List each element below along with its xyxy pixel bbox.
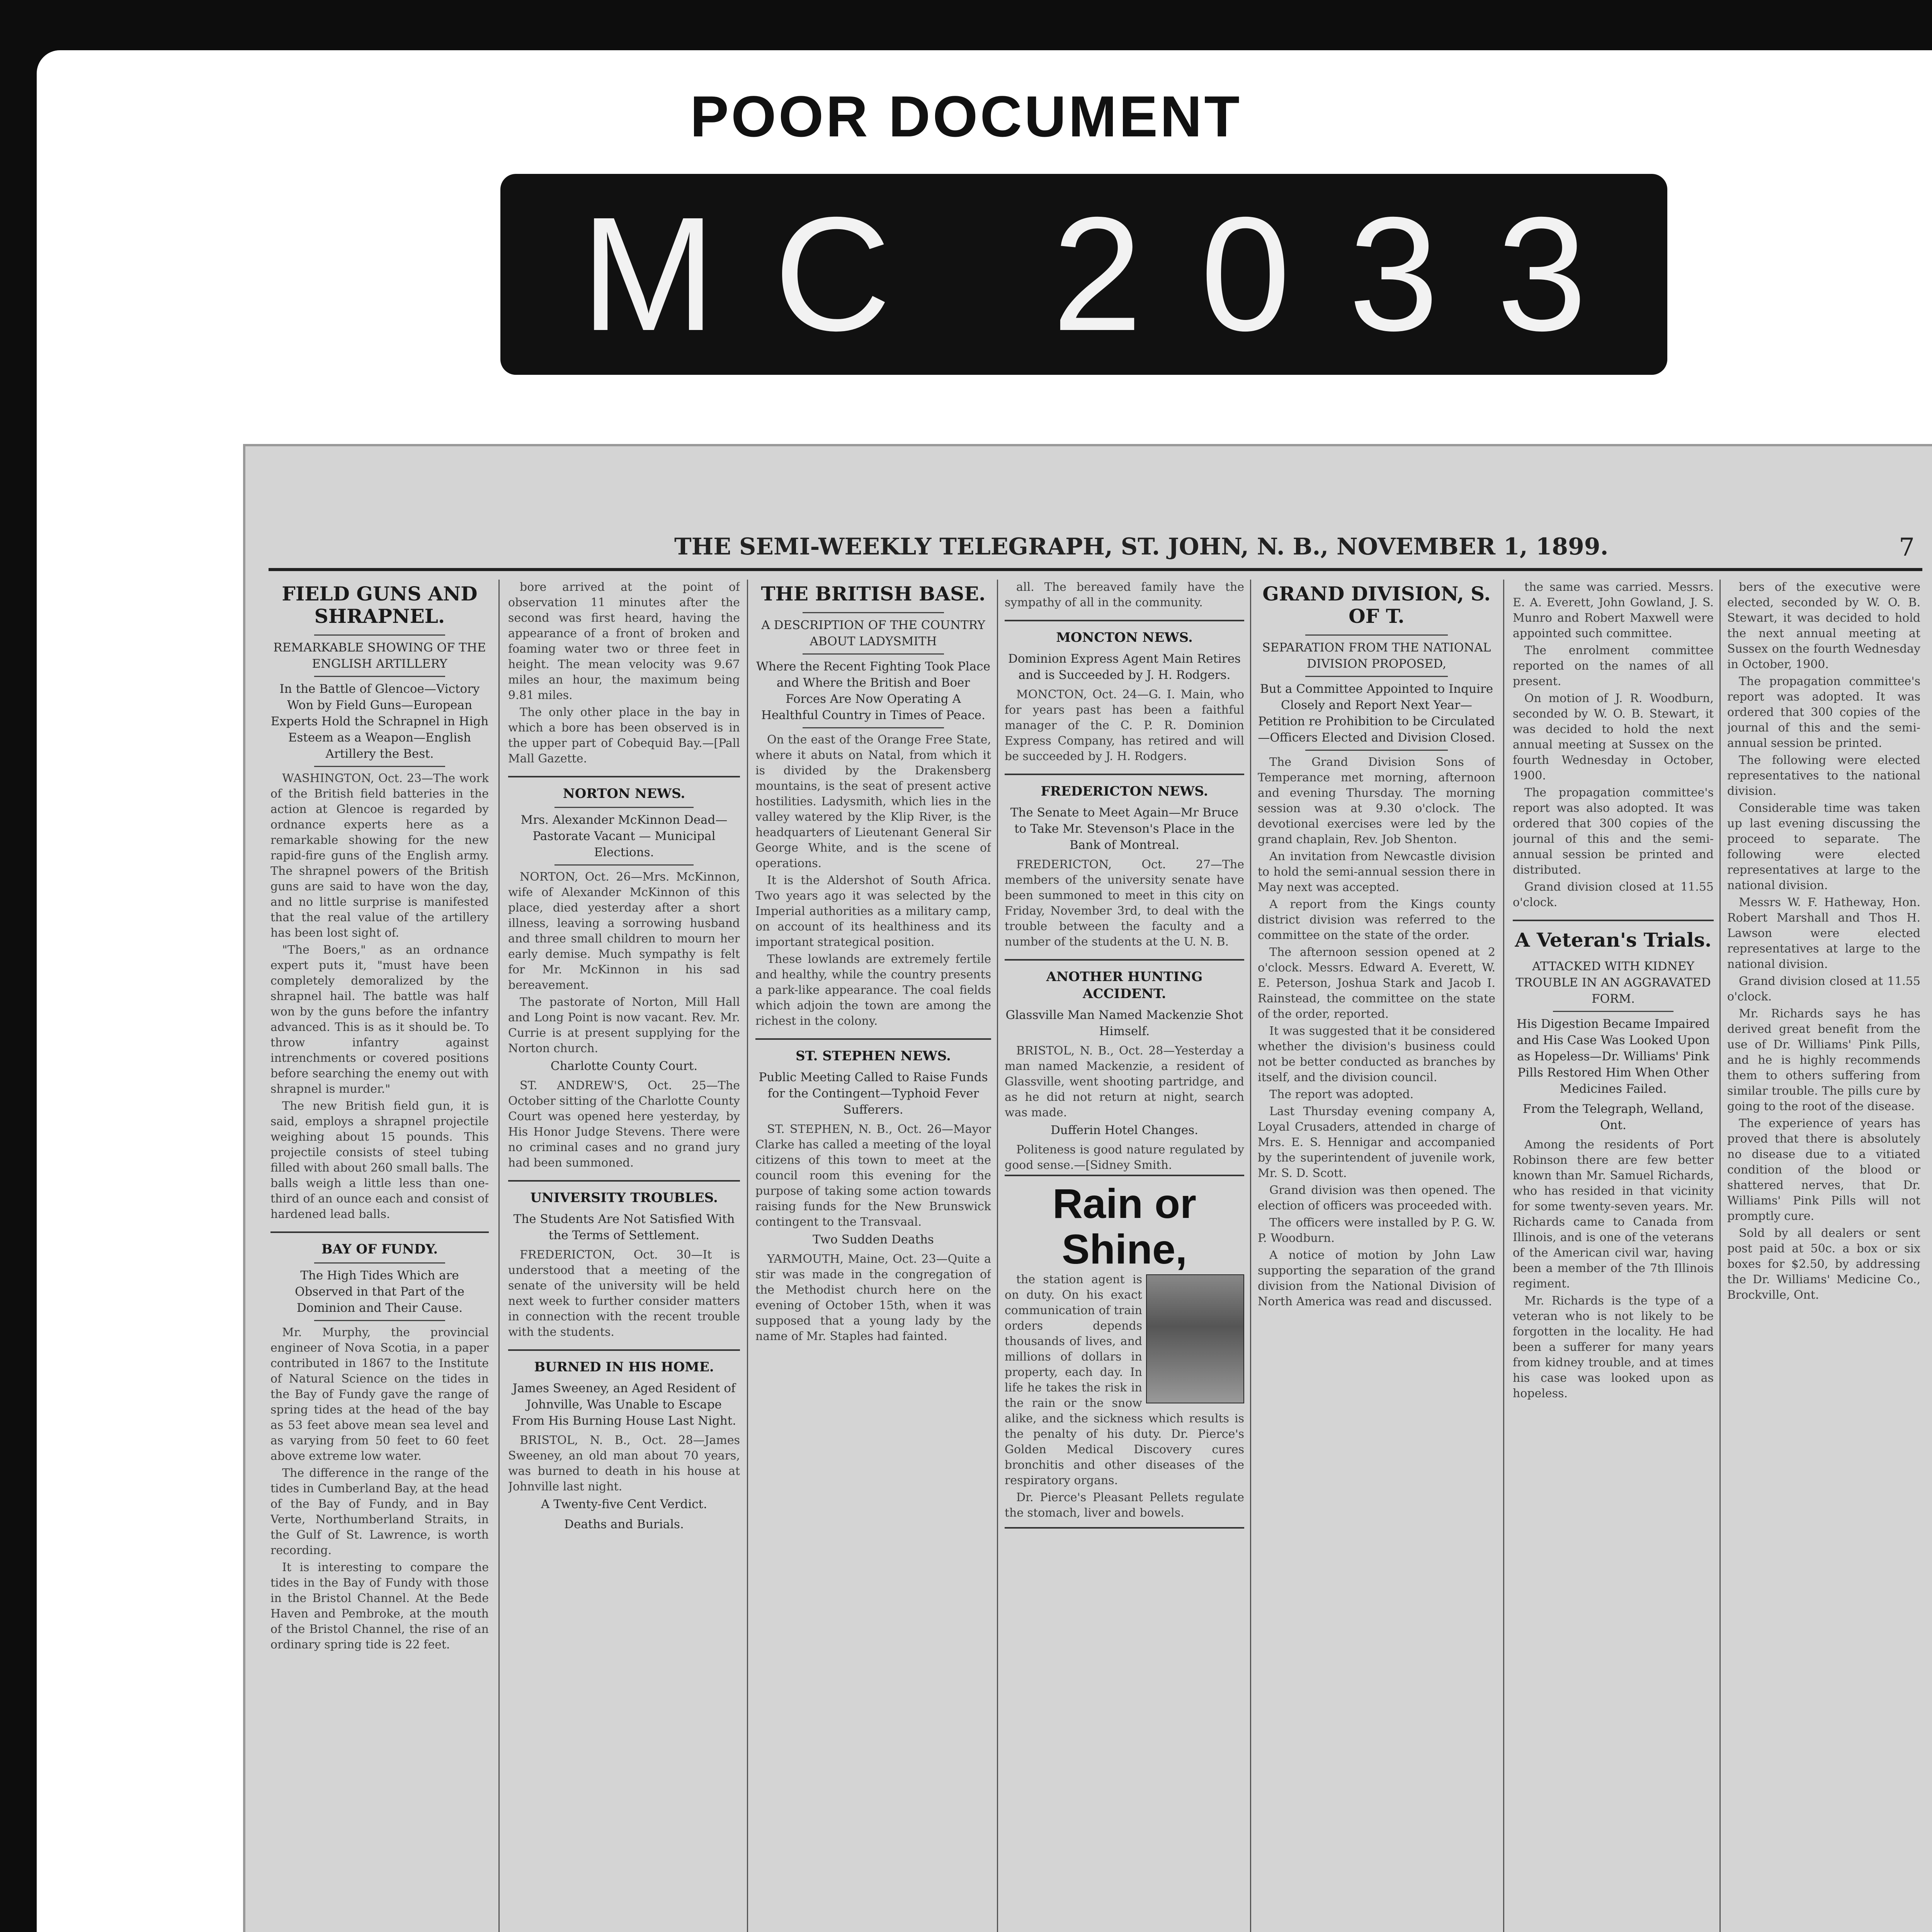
- paragraph: The difference in the range of the tides in Cumberland Bay, at the head of the Bay of Fundy, and in Bay Verte, Northumberland Straits, in the Gulf of St. Lawrence, is worth recording.: [270, 1466, 489, 1557]
- subdeck: His Digestion Became Impaired and His Case Was Looked Upon as Hopeless—Dr. Williams' Pink Pills Restored Him When Other Medicines Failed.: [1517, 1017, 1710, 1096]
- article-body: [508, 1247, 740, 1340]
- masthead: [269, 533, 1922, 571]
- article-body: [1005, 1043, 1244, 1121]
- headline: THE BRITISH BASE.: [761, 582, 986, 605]
- paragraph: It is interesting to compare the tides in the Bay of Fundy with those in the Bristol Channel. At the Bede Haven and Pembroke, at the mouth of the Bristol Channel, the rise of an ordinary spring tide is 22 feet.: [270, 1561, 489, 1651]
- subheading: Two Sudden Deaths: [813, 1233, 934, 1247]
- headline: A Veteran's Trials.: [1515, 929, 1712, 951]
- paragraph: Mr. Richards is the type of a veteran who is not likely to be forgotten in the locality. He had been a sufferer for many years from kidney trouble, and at times his case was looked upon as hopeless.: [1513, 1294, 1714, 1400]
- paragraph: A notice of motion by John Law supporting the separation of the grand division from the National Division of North America was read and discussed.: [1258, 1248, 1495, 1308]
- article-body: [1005, 857, 1244, 950]
- article-body: [1005, 687, 1244, 764]
- paragraph: Considerable time was taken up last evening discussing the proceed to separate. The following were elected representatives at large to the national division.: [1727, 801, 1920, 892]
- article-body: [1727, 580, 1920, 1303]
- divider: [803, 612, 944, 613]
- divider: [314, 1262, 445, 1264]
- paragraph: The new British field gun, it is said, employs a shrapnel projectile weighing about 15 pounds. This projectile consists of steel tubing filled with about 260 small balls. The balls weigh a little less than one-third of an ounce each and consist of hardened lead balls.: [270, 1099, 489, 1221]
- column-1: [270, 580, 489, 1932]
- divider: [554, 807, 694, 808]
- paragraph: A report from the Kings county district division was referred to the committee on the state of the order.: [1258, 898, 1495, 942]
- subheading: Dufferin Hotel Changes.: [1050, 1123, 1199, 1137]
- reel-id-box: [500, 174, 1667, 375]
- section-headline: FREDERICTON NEWS.: [1041, 784, 1208, 799]
- column-rule: [997, 580, 998, 1932]
- paragraph: Grand division closed at 11.55 o'clock.: [1727, 975, 1920, 1003]
- column-rule: [1503, 580, 1504, 1932]
- article-body: [1005, 1142, 1244, 1173]
- poor-document-label: POOR DOCUMENT: [690, 84, 1242, 149]
- divider: [314, 766, 445, 767]
- paragraph: the station agent is on duty. On his exact communication of train orders depends thousands of lives, and millions of dollars in property, each day. In life he takes the risk in the rain or the snow alike, and the sickness which results is the penalty of his duty. Dr. Pierce's Golden Medical Discovery cures bronchitis and other diseases of the respiratory organs.: [1005, 1273, 1244, 1487]
- column-7: [1727, 580, 1920, 1932]
- divider: [314, 634, 445, 636]
- paragraph: It is the Aldershot of South Africa. Two years ago it was selected by the Imperial authorities as a military camp, on account of its healthiness and its important strategical position.: [755, 874, 991, 949]
- column-rule: [1719, 580, 1721, 1932]
- dateline: From the Telegraph, Welland, Ont.: [1522, 1102, 1704, 1132]
- section-headline: NORTON NEWS.: [563, 786, 685, 801]
- section-headline: ANOTHER HUNTING ACCIDENT.: [1046, 969, 1203, 1002]
- section-divider: [508, 776, 740, 777]
- paragraph: NORTON, Oct. 26—Mrs. McKinnon, wife of Alexander McKinnon of this place, died yesterday after a short illness, leaving a sorrowing husband and three small children to mourn her early demise. Much sympathy is felt for Mr. McKinnon in his sad bereavement.: [508, 870, 740, 992]
- section-deck: Glassville Man Named Mackenzie Shot Himself.: [1005, 1008, 1243, 1038]
- section-divider: [1005, 959, 1244, 961]
- column-6: [1513, 580, 1714, 1932]
- subheading: A Twenty-five Cent Verdict.: [541, 1497, 707, 1511]
- divider: [803, 727, 944, 728]
- paragraph: The only other place in the bay in which a bore has been observed is in the upper part of Cobequid Bay.—[Pall Mall Gazette.: [508, 706, 740, 765]
- divider: [1305, 676, 1448, 677]
- paragraph: The pastorate of Norton, Mill Hall and Long Point is now vacant. Rev. Mr. Currie is at present supplying for the Norton church.: [508, 995, 740, 1055]
- paragraph: The afternoon session opened at 2 o'clock. Messrs. Edward A. Everett, W. E. Peterson, Joshua Stark and Jacob I. Rainstead, the committee on the state of the order, reported.: [1258, 946, 1495, 1021]
- subdeck: In the Battle of Glencoe—Victory Won by Field Guns—European Experts Hold the Schrapnel in High Esteem as a Weapon—English Artillery the Best.: [270, 682, 489, 761]
- paragraph: ST. STEPHEN, N. B., Oct. 26—Mayor Clarke has called a meeting of the loyal citizens of this town to meet at the council room this evening for the purpose of taking some action towards raising funds for the New Brunswick contingent to the Transvaal.: [755, 1122, 991, 1229]
- section-deck: Dominion Express Agent Main Retires and is Succeeded by J. H. Rodgers.: [1008, 652, 1241, 682]
- article-body: [1513, 1137, 1714, 1401]
- article-body: [755, 1252, 991, 1344]
- paragraph: An invitation from Newcastle division to hold the semi-annual session there in May next was accepted.: [1258, 850, 1495, 894]
- section-headline: UNIVERSITY TROUBLES.: [530, 1190, 718, 1206]
- column-2: [508, 580, 740, 1932]
- deck: REMARKABLE SHOWING OF THE ENGLISH ARTILLERY: [273, 641, 486, 671]
- article-body: [755, 732, 991, 1029]
- headline: FIELD GUNS AND SHRAPNEL.: [282, 582, 478, 628]
- section-divider: [1513, 920, 1714, 921]
- paragraph: the same was carried. Messrs. E. A. Everett, John Gowland, J. S. Munro and Robert Maxwell were appointed such committee.: [1513, 580, 1714, 640]
- divider: [554, 864, 694, 866]
- divider: [1553, 1011, 1673, 1012]
- paragraph: It was suggested that it be considered whether the division's business could not be better conducted as branches by itself, and the division council.: [1258, 1024, 1495, 1084]
- paragraph: The propagation committee's report was also adopted. It was ordered that 300 copies of the journal of this and the semi-annual session be printed and distributed.: [1513, 786, 1714, 877]
- column-3: [755, 580, 991, 1932]
- paragraph: FREDERICTON, Oct. 27—The members of the university senate have been summoned to meet in this city on Friday, November 3rd, to deal with the trouble between the faculty and a number of the students at the U. N. B.: [1005, 858, 1244, 949]
- paragraph: BRISTOL, N. B., Oct. 28—James Sweeney, an old man about 70 years, was burned to death in his house at Johnville last night.: [508, 1434, 740, 1493]
- section-deck: The Students Are Not Satisfied With the Terms of Settlement.: [513, 1212, 735, 1242]
- paragraph: bore arrived at the point of observation 11 minutes after the second was first heard, having the appearance of a front of broken and foaming water two or three feet in height. The mean velocity was 9.67 miles an hour, the maximum being 9.81 miles.: [508, 580, 740, 702]
- section-headline: BAY OF FUNDY.: [321, 1242, 438, 1257]
- newspaper-page: [245, 446, 1932, 1932]
- paragraph: On motion of J. R. Woodburn, seconded by W. O. B. Stewart, it was decided to hold the next annual meeting at Sussex on the fourth Wednesday in October, 1900.: [1513, 692, 1714, 782]
- section-divider: [508, 1349, 740, 1351]
- deck: ATTACKED WITH KIDNEY TROUBLE IN AN AGGRAVATED FORM.: [1515, 959, 1711, 1006]
- paragraph: Dr. Pierce's Pleasant Pellets regulate the stomach, liver and bowels.: [1005, 1491, 1244, 1520]
- article-body: [508, 580, 740, 767]
- subdeck: But a Committee Appointed to Inquire Closely and Report Next Year—Petition re Prohibition to be Circulated—Officers Elected and Division Closed.: [1258, 682, 1495, 745]
- subdeck: Where the Recent Fighting Took Place and Where the British and Boer Forces Are Now Operating A Healthful Country in Times of Peace.: [756, 660, 990, 722]
- rain-or-shine-ad: [1005, 1175, 1244, 1529]
- masthead-title: THE SEMI-WEEKLY TELEGRAPH, ST. JOHN, N. B., NOVEMBER 1, 1899.: [674, 533, 1609, 560]
- divider: [1305, 634, 1448, 636]
- paragraph: On the east of the Orange Free State, where it abuts on Natal, from which it is divided by the Drakensberg mountains, is the seat of present active hostilities. Ladysmith, which lies in the valley watered by the Klip River, is the headquarters of Lieutenant General Sir George White, and is the scene of operations.: [755, 733, 991, 870]
- paragraph: ST. ANDREW'S, Oct. 25—The October sitting of the Charlotte County Court was opened here yesterday, by His Honor Judge Stevens. There were no criminal cases and no grand jury had been summoned.: [508, 1079, 740, 1170]
- paragraph: Grand division was then opened. The election of officers was proceeded with.: [1258, 1184, 1495, 1213]
- article-body: [1258, 755, 1495, 1310]
- divider: [803, 653, 944, 655]
- paragraph: BRISTOL, N. B., Oct. 28—Yesterday a man named Mackenzie, a resident of Glassville, went shooting partridge, and as he did not return at night, search was made.: [1005, 1044, 1244, 1119]
- article-body: [508, 1078, 740, 1171]
- paragraph: bers of the executive were elected, seconded by W. O. B. Stewart, it was decided to hold the next annual meeting at Sussex on the fourth Wednesday in October, 1900.: [1727, 580, 1920, 671]
- section-divider: [508, 1180, 740, 1182]
- section-deck: Mrs. Alexander McKinnon Dead—Pastorate Vacant — Municipal Elections.: [520, 813, 728, 859]
- subheading: Deaths and Burials.: [564, 1517, 684, 1531]
- article-body: [270, 771, 489, 1222]
- paragraph: The Grand Division Sons of Temperance met morning, afternoon and evening Thursday. The morning session was at 9.30 o'clock. The devotional exercises were led by the grand chaplain, Rev. Job Shenton.: [1258, 755, 1495, 846]
- section-headline: BURNED IN HIS HOME.: [534, 1359, 714, 1375]
- section-headline: ST. STEPHEN NEWS.: [796, 1048, 951, 1064]
- station-agent-illustration: [1146, 1274, 1244, 1403]
- paragraph: Politeness is good nature regulated by good sense.—[Sidney Smith.: [1005, 1143, 1244, 1172]
- paragraph: YARMOUTH, Maine, Oct. 23—Quite a stir was made in the congregation of the Methodist church here on the evening of October 15th, when it was supposed that a young lady by the name of Mr. Staples had fainted.: [755, 1252, 991, 1343]
- headline: GRAND DIVISION, S. OF T.: [1262, 582, 1491, 628]
- paragraph: Mr. Murphy, the provincial engineer of Nova Scotia, in a paper contributed in 1867 to the Institute of Natural Science on the tides in the Bay of Fundy gave the range of spring tides at the head of the bay as 53 feet above mean sea level and as varying from 50 feet to 60 feet above extreme low water.: [270, 1326, 489, 1463]
- paragraph: Among the residents of Port Robinson there are few better known than Mr. Samuel Richards, who has resided in that vicinity for some twenty-seven years. Mr. Richards came to Canada from Illinois, and is one of the veterans of the American civil war, having been a member of the 7th Illinois regiment.: [1513, 1138, 1714, 1291]
- section-deck: The High Tides Which are Observed in that Part of the Dominion and Their Cause.: [295, 1269, 464, 1315]
- paragraph: The enrolment committee reported on the names of all present.: [1513, 644, 1714, 688]
- column-rule: [747, 580, 748, 1932]
- section-divider: [1005, 620, 1244, 621]
- section-divider: [1005, 774, 1244, 775]
- deck: A DESCRIPTION OF THE COUNTRY ABOUT LADYSMITH: [761, 618, 985, 648]
- section-headline: MONCTON NEWS.: [1056, 630, 1193, 645]
- paragraph: "The Boers," as an ordnance expert puts it, "must have been completely demoralized by the shrapnel hail. The battle was half won by the guns before the infantry advanced. This is as it should be. To throw infantry against intrenchments or covered positions before searching the enemy out with shrapnel is murder.": [270, 943, 489, 1096]
- column-5: [1258, 580, 1495, 1932]
- paragraph: FREDERICTON, Oct. 30—It is understood that a meeting of the senate of the university will be held next week to further consider matters in connection with the recent trouble with the students.: [508, 1248, 740, 1339]
- paragraph: Messrs W. F. Hatheway, Hon. Robert Marshall and Thos H. Lawson were elected representatives at large to the national division.: [1727, 896, 1920, 971]
- paragraph: Sold by all dealers or sent post paid at 50c. a box or six boxes for $2.50, by addressing the Dr. Williams' Medicine Co., Brockville, Ont.: [1727, 1226, 1920, 1302]
- paragraph: WASHINGTON, Oct. 23—The work of the British field batteries in the action at Glencoe is regarded by ordnance experts here as a remarkable showing for the new rapid-fire guns of the English army. The shrapnel powers of the British guns are said to have won the day, and no little surprise is manifested that the real value of the artillery has been lost sight of.: [270, 772, 489, 940]
- paragraph: all. The bereaved family have the sympathy of all in the community.: [1005, 580, 1244, 609]
- section-divider: [270, 1231, 489, 1233]
- paragraph: The officers were installed by P. G. W. P. Woodburn.: [1258, 1216, 1495, 1245]
- article-body: [508, 1433, 740, 1495]
- paragraph: These lowlands are extremely fertile and healthy, while the country presents a park-like appearance. The coal fields which adjoin the town are among the richest in the colony.: [755, 952, 991, 1028]
- article-body: [1513, 580, 1714, 910]
- paragraph: The following were elected representatives to the national division.: [1727, 753, 1920, 798]
- subheading: Charlotte County Court.: [550, 1059, 698, 1073]
- column-rule: [1250, 580, 1251, 1932]
- article-body: [508, 869, 740, 1056]
- paragraph: The experience of years has proved that there is absolutely no disease due to a vitiated condition of the blood or shattered nerves, that Dr. Williams' Pink Pills will not promptly cure.: [1727, 1117, 1920, 1223]
- paragraph: Last Thursday evening company A, Loyal Crusaders, attended in charge of Mrs. E. S. Hennigar and accompanied by the superintendent of juvenile work, Mr. S. D. Scott.: [1258, 1105, 1495, 1180]
- section-divider: [755, 1038, 991, 1040]
- page-number: 7: [1899, 533, 1915, 562]
- paragraph: The propagation committee's report was adopted. It was ordered that 300 copies of the journal of this and the semi-annual session be printed.: [1727, 675, 1920, 750]
- divider: [314, 676, 445, 677]
- article-body: [270, 1325, 489, 1653]
- paragraph: MONCTON, Oct. 24—G. I. Main, who for years past has been a faithful manager of the C. P. R. Dominion Express Company, has retired and will be succeeded by J. H. Rodgers.: [1005, 688, 1244, 763]
- section-deck: The Senate to Meet Again—Mr Bruce to Take Mr. Stevenson's Place in the Bank of Montreal.: [1010, 806, 1239, 852]
- article-body: [1005, 580, 1244, 611]
- divider: [1305, 750, 1448, 751]
- column-rule: [498, 580, 500, 1932]
- column-4: [1005, 580, 1244, 1932]
- reel-id: MC 2033: [580, 184, 1645, 365]
- article-body: [755, 1122, 991, 1230]
- section-deck: Public Meeting Called to Raise Funds for the Contingent—Typhoid Fever Sufferers.: [759, 1070, 988, 1117]
- divider: [314, 1320, 445, 1321]
- paragraph: Mr. Richards says he has derived great benefit from the use of Dr. Williams' Pink Pills, and he is highly recommends them to others suffering from similar trouble. The pills cure by going to the root of the disease.: [1727, 1007, 1920, 1113]
- section-deck: James Sweeney, an Aged Resident of Johnville, Was Unable to Escape From His Burning House Last Night.: [512, 1381, 736, 1428]
- ad-title: Rain or Shine,: [1052, 1180, 1197, 1272]
- paragraph: The report was adopted.: [1269, 1088, 1414, 1101]
- paragraph: Grand division closed at 11.55 o'clock.: [1513, 880, 1714, 909]
- deck: SEPARATION FROM THE NATIONAL DIVISION PROPOSED,: [1262, 641, 1491, 671]
